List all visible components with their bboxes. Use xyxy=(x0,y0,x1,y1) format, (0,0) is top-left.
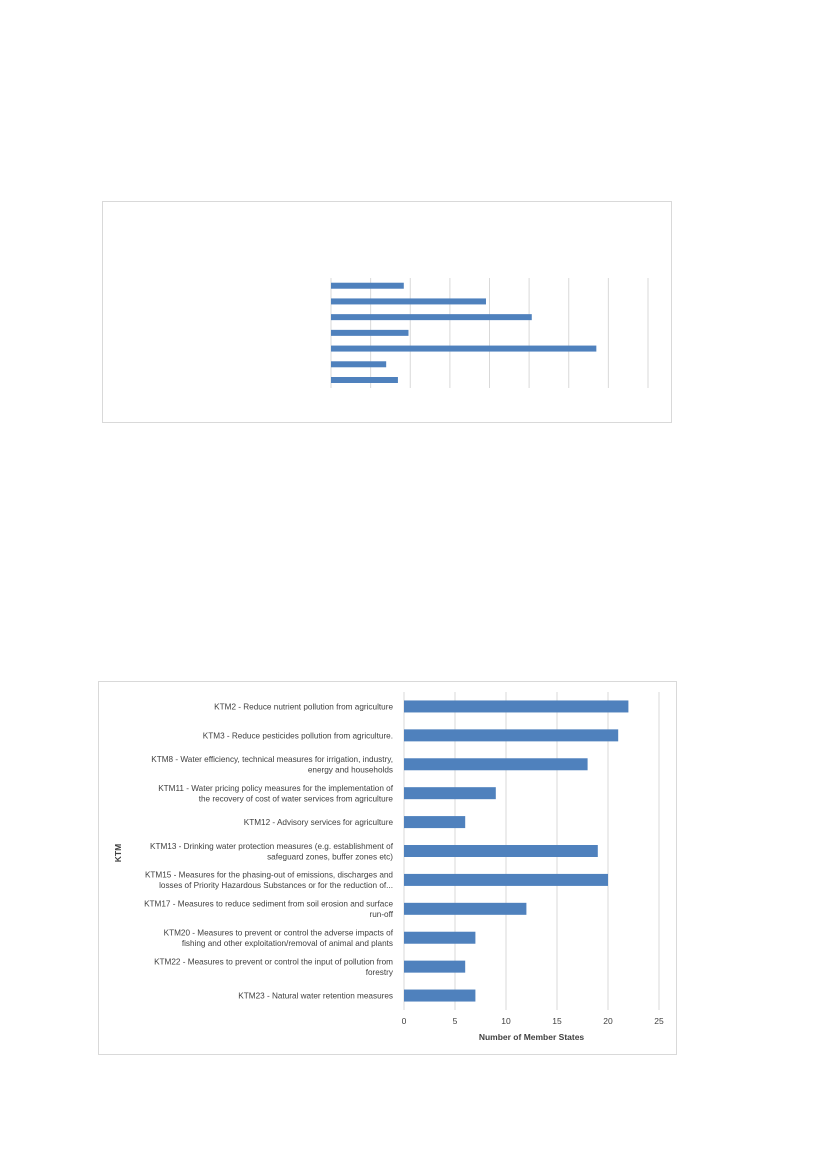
chart-2-bar xyxy=(404,874,608,886)
chart-2-category-label: KTM17 - Measures to reduce sediment from soil erosion and surface xyxy=(144,899,393,909)
chart-2-bar xyxy=(404,816,465,828)
chart-2-bar xyxy=(404,990,475,1002)
chart-1 xyxy=(102,201,672,423)
chart-2-bar xyxy=(404,932,475,944)
chart-1-bar xyxy=(331,346,596,352)
chart-2-category-label: KTM15 - Measures for the phasing-out of emissions, discharges and xyxy=(144,870,393,880)
chart-1-bar xyxy=(331,283,404,289)
chart-2-category-label: losses of Priority Hazardous Substances or for the reduction of... xyxy=(159,881,393,891)
chart-2-x-axis-title: Number of Member States xyxy=(478,1032,585,1042)
chart-2-category-label: KTM22 - Measures to prevent or control the input of pollution from xyxy=(154,957,393,967)
chart-2-x-tick-label: 25 xyxy=(654,1016,664,1026)
chart-2-category-label: fishing and other exploitation/removal of animal and plants xyxy=(181,938,393,948)
chart-2-x-tick-label: 20 xyxy=(603,1016,613,1026)
chart-1-bar xyxy=(331,330,408,336)
chart-2-bar xyxy=(404,787,496,799)
chart-1-bar xyxy=(331,361,386,367)
chart-2-category-label: the recovery of cost of water services from agriculture xyxy=(198,794,393,804)
chart-2-plot xyxy=(99,682,676,1054)
chart-2-category-label: forestry xyxy=(365,967,393,977)
chart-2-category-label: KTM8 - Water efficiency, technical measures for irrigation, industry, xyxy=(151,755,393,765)
chart-2-bar xyxy=(404,700,628,712)
chart-2-bar xyxy=(404,845,598,857)
chart-2-category-label: KTM12 - Advisory services for agriculture xyxy=(243,818,393,828)
chart-2 xyxy=(98,681,677,1055)
chart-2-x-tick-label: 5 xyxy=(452,1016,458,1026)
chart-2-bar xyxy=(404,729,618,741)
chart-2-category-label: KTM20 - Measures to prevent or control the adverse impacts of xyxy=(163,928,393,938)
chart-2-x-tick-label: 10 xyxy=(501,1016,511,1026)
chart-2-category-label: KTM2 - Reduce nutrient pollution from agriculture xyxy=(214,702,393,712)
chart-2-bar xyxy=(404,758,588,770)
chart-2-category-label: KTM3 - Reduce pesticides pollution from agriculture. xyxy=(202,731,393,741)
chart-1-plot xyxy=(103,202,671,422)
chart-2-x-tick-label: 15 xyxy=(552,1016,562,1026)
chart-2-y-axis-title: KTM xyxy=(113,843,123,863)
chart-2-x-tick-label: 0 xyxy=(401,1016,407,1026)
chart-2-category-label: KTM11 - Water pricing policy measures for the implementation of xyxy=(158,783,393,793)
chart-2-category-label: safeguard zones, buffer zones etc) xyxy=(267,852,393,862)
chart-2-bar xyxy=(404,961,465,973)
chart-2-category-label: KTM13 - Drinking water protection measures (e.g. establishment of xyxy=(150,841,393,851)
chart-1-bar xyxy=(331,377,398,383)
chart-2-category-label: run-off xyxy=(369,910,393,920)
chart-2-bar xyxy=(404,903,526,915)
chart-2-category-label: KTM23 - Natural water retention measures xyxy=(238,991,393,1001)
chart-1-bar xyxy=(331,314,532,320)
chart-1-bar xyxy=(331,298,486,304)
chart-2-category-label: energy and households xyxy=(307,765,393,775)
